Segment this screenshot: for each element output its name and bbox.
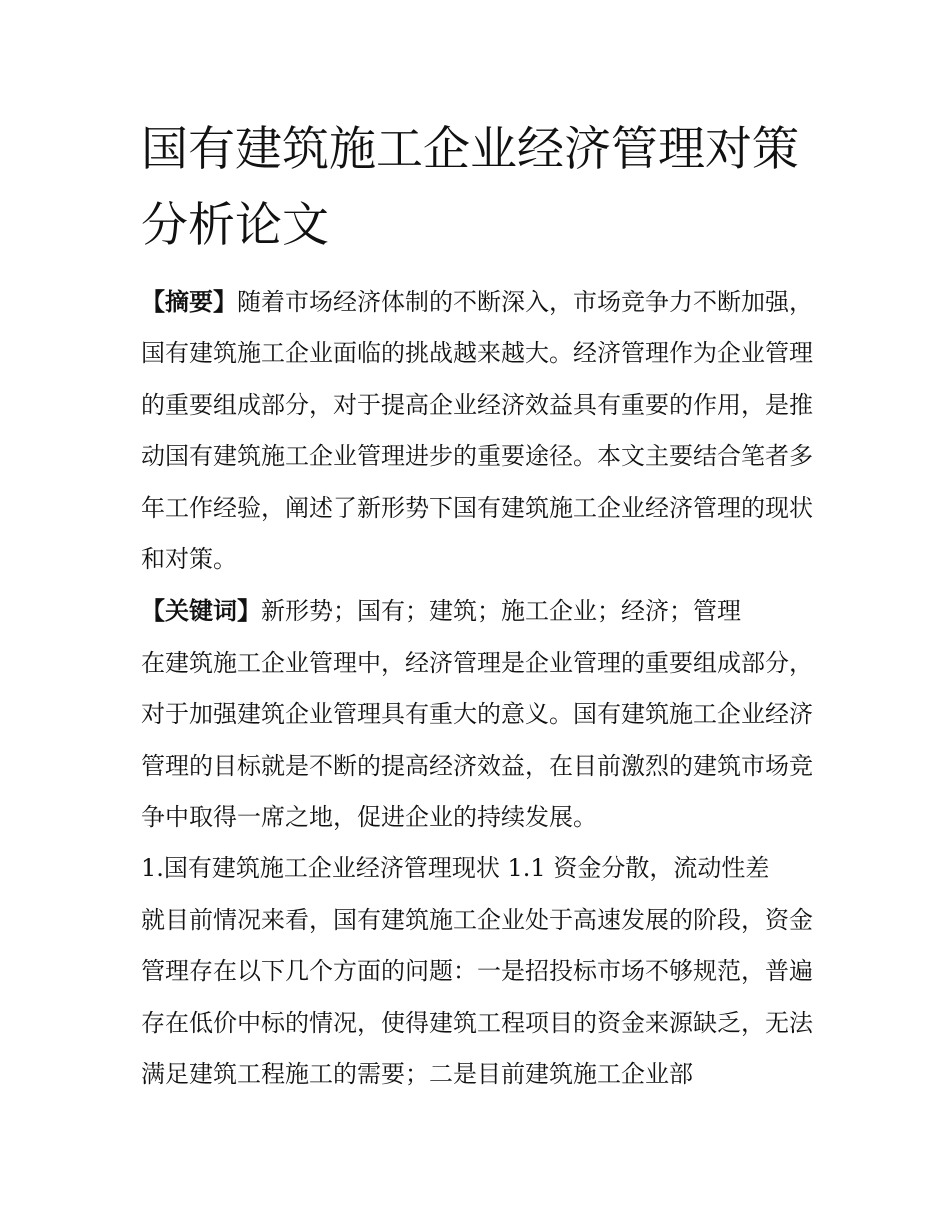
document-body [141, 276, 813, 1101]
abstract-label: 【摘要】 [141, 287, 237, 316]
section-body-paragraph: 就目前情况来看，国有建筑施工企业处于高速发展的阶段，资金管理存在以下几个方面的问题：一是招投标市场不够规范，普遍存在低价中标的情况，使得建筑工程项目的资金来源缺乏，无法满足建筑工程施工的需要；二是目前建筑施工企业部 [141, 905, 813, 1089]
keywords-text: 新形势；国有；建筑；施工企业；经济；管理 [261, 597, 741, 626]
keywords-paragraph [141, 585, 813, 637]
section-heading: 1.国有建筑施工企业经济管理现状 1.1 资金分散，流动性差 [141, 854, 770, 883]
abstract-paragraph [141, 276, 813, 585]
abstract-text: 随着市场经济体制的不断深入，市场竞争力不断加强，国有建筑施工企业面临的挑战越来越大。经济管理作为企业管理的重要组成部分，对于提高企业经济效益具有重要的作用，是推动国有建筑施工企业管理进步的重要途径。本文主要结合笔者多年工作经验，阐述了新形势下国有建筑施工企业经济管理的现状和对策。 [141, 288, 813, 574]
keywords-label: 【关键词】 [141, 596, 261, 626]
document-title: 国有建筑施工企业经济管理对策分析论文 [141, 122, 799, 253]
intro-paragraph: 在建筑施工企业管理中，经济管理是企业管理的重要组成部分，对于加强建筑企业管理具有重大的意义。国有建筑施工企业经济管理的目标就是不断的提高经济效益，在目前激烈的建筑市场竞争中取得一席之地，促进企业的持续发展。 [141, 648, 813, 832]
